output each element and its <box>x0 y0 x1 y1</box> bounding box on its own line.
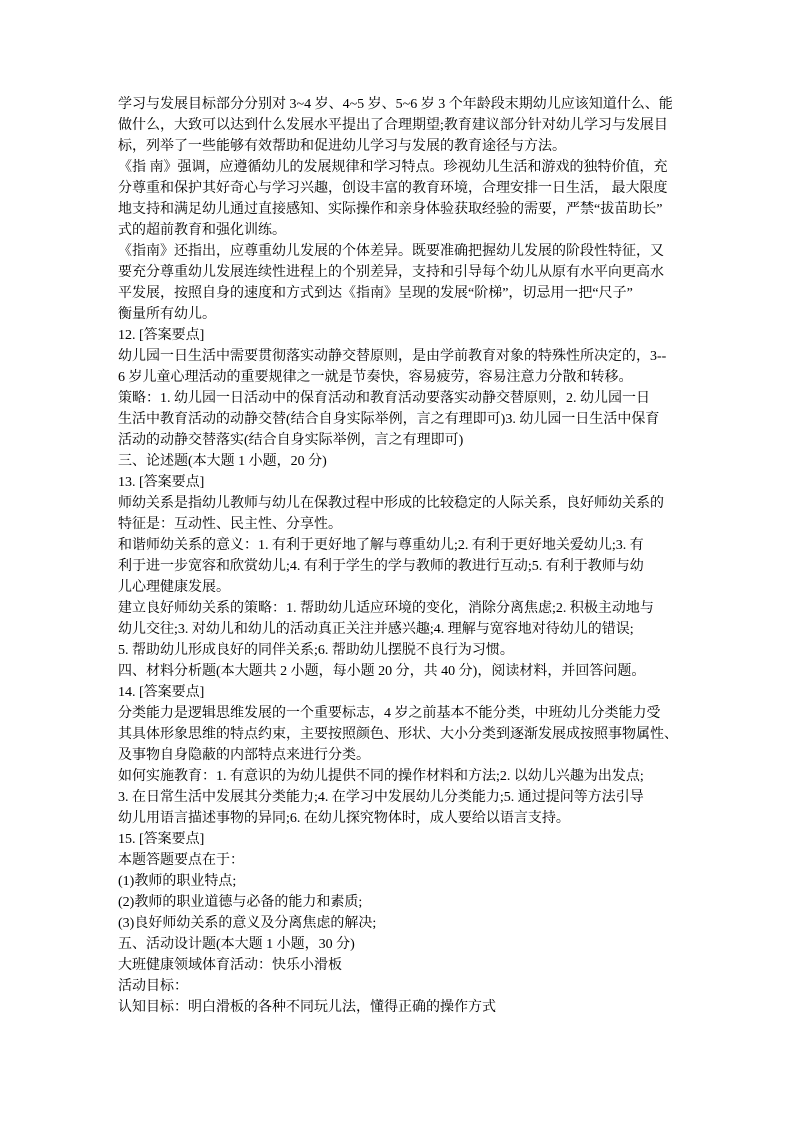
text-line: 大班健康领域体育活动：快乐小滑板 <box>118 958 342 973</box>
text-line: 三、论述题(本大题 1 小题，20 分) <box>118 454 327 469</box>
text-line: 认知目标：明白滑板的各种不同玩儿法，懂得正确的操作方式 <box>118 1000 496 1015</box>
text-line: 幼儿园一日生活中需要贯彻落实动静交替原则，是由学前教育对象的特殊性所决定的，3-- <box>118 349 667 364</box>
text-line: 分类能力是逻辑思维发展的一个重要标志，4 岁之前基本不能分类，中班幼儿分类能力受 <box>118 706 661 721</box>
text-line: 四、材料分析题(本大题共 2 小题，每小题 20 分，共 40 分)，阅读材料，并回答问题。 <box>118 664 646 679</box>
text-line: 地支持和满足幼儿通过直接感知、实际操作和亲身体验获取经验的需要，严禁“拔苗助长” <box>118 202 663 217</box>
text-line: 和谐师幼关系的意义：1. 有利于更好地了解与尊重幼儿;2. 有利于更好地关爱幼儿;3. 有 <box>118 538 644 553</box>
text-line: 幼儿用语言描述事物的异同;6. 在幼儿探究物体时，成人要给以语言支持。 <box>118 811 570 826</box>
text-line: 要充分尊重幼儿发展连续性进程上的个别差异，支持和引导每个幼儿从原有水平向更高水 <box>118 265 664 280</box>
text-line: 3. 在日常生活中发展其分类能力;4. 在学习中发展幼儿分类能力;5. 通过提问等方法引导 <box>118 790 644 805</box>
text-line: 平发展，按照自身的速度和方式到达《指南》呈现的发展“阶梯”，切忌用一把“尺子” <box>118 286 633 301</box>
text-line: 标，列举了一些能够有效帮助和促进幼儿学习与发展的教育途径与方法。 <box>118 139 566 154</box>
text-line: 活动目标： <box>118 979 188 994</box>
text-line: 《指 南》强调，应遵循幼儿的发展规律和学习特点。珍视幼儿生活和游戏的独特价值，充 <box>118 160 668 175</box>
text-line: (2)教师的职业道德与必备的能力和素质; <box>118 895 363 910</box>
text-line: (3)良好师幼关系的意义及分离焦虑的解决; <box>118 916 377 931</box>
text-line: 本题答题要点在于： <box>118 853 244 868</box>
text-line: 及事物自身隐蔽的内部特点来进行分类。 <box>118 748 370 763</box>
text-line: 活动的动静交替落实(结合自身实际举例，言之有理即可) <box>118 433 464 448</box>
text-line: 15. [答案要点] <box>118 832 205 847</box>
text-line: 5. 帮助幼儿形成良好的同伴关系;6. 帮助幼儿摆脱不良行为习惯。 <box>118 643 514 658</box>
text-line: 6 岁儿童心理活动的重要规律之一就是节奏快，容易疲劳，容易注意力分散和转移。 <box>118 370 633 385</box>
document-content <box>118 94 680 1018</box>
text-line: 做什么，大致可以达到什么发展水平提出了合理期望;教育建议部分针对幼儿学习与发展目 <box>118 118 668 133</box>
text-line: 衡量所有幼儿。 <box>118 307 216 322</box>
text-line: 特征是：互动性、民主性、分享性。 <box>118 517 342 532</box>
text-line: 《指南》还指出，应尊重幼儿发展的个体差异。既要准确把握幼儿发展的阶段性特征，又 <box>118 244 664 259</box>
text-line: 儿心理健康发展。 <box>118 580 230 595</box>
text-line: 其具体形象思维的特点约束，主要按照颜色、形状、大小分类到逐渐发展成按照事物属性、 <box>118 727 678 742</box>
text-line: 分尊重和保护其好奇心与学习兴趣，创设丰富的教育环境，合理安排一日生活， 最大限度 <box>118 181 668 196</box>
text-line: (1)教师的职业特点; <box>118 874 237 889</box>
text-line: 12. [答案要点] <box>118 328 205 343</box>
text-line: 利于进一步宽容和欣赏幼儿;4. 有利于学生的学与教师的教进行互动;5. 有利于教师与幼 <box>118 559 644 574</box>
text-line: 建立良好师幼关系的策略：1. 帮助幼儿适应环境的变化，消除分离焦虑;2. 积极主动地与 <box>118 601 654 616</box>
text-line: 14. [答案要点] <box>118 685 205 700</box>
text-line: 师幼关系是指幼儿教师与幼儿在保教过程中形成的比较稳定的人际关系，良好师幼关系的 <box>118 496 664 511</box>
text-line: 13. [答案要点] <box>118 475 205 490</box>
text-line: 如何实施教育：1. 有意识的为幼儿提供不同的操作材料和方法;2. 以幼儿兴趣为出发点; <box>118 769 644 784</box>
text-line: 学习与发展目标部分分别对 3~4 岁、4~5 岁、5~6 岁 3 个年龄段末期幼儿应该知道什么、能 <box>118 97 673 112</box>
text-line: 策略：1. 幼儿园一日活动中的保育活动和教育活动要落实动静交替原则，2. 幼儿园一日 <box>118 391 650 406</box>
text-line: 式的超前教育和强化训练。 <box>118 223 286 238</box>
text-line: 五、活动设计题(本大题 1 小题，30 分) <box>118 937 355 952</box>
text-line: 幼儿交往;3. 对幼儿和幼儿的活动真正关注并感兴趣;4. 理解与宽容地对待幼儿的错误; <box>118 622 634 637</box>
text-line: 生活中教育活动的动静交替(结合自身实际举例，言之有理即可)3. 幼儿园一日生活中保育 <box>118 412 660 427</box>
